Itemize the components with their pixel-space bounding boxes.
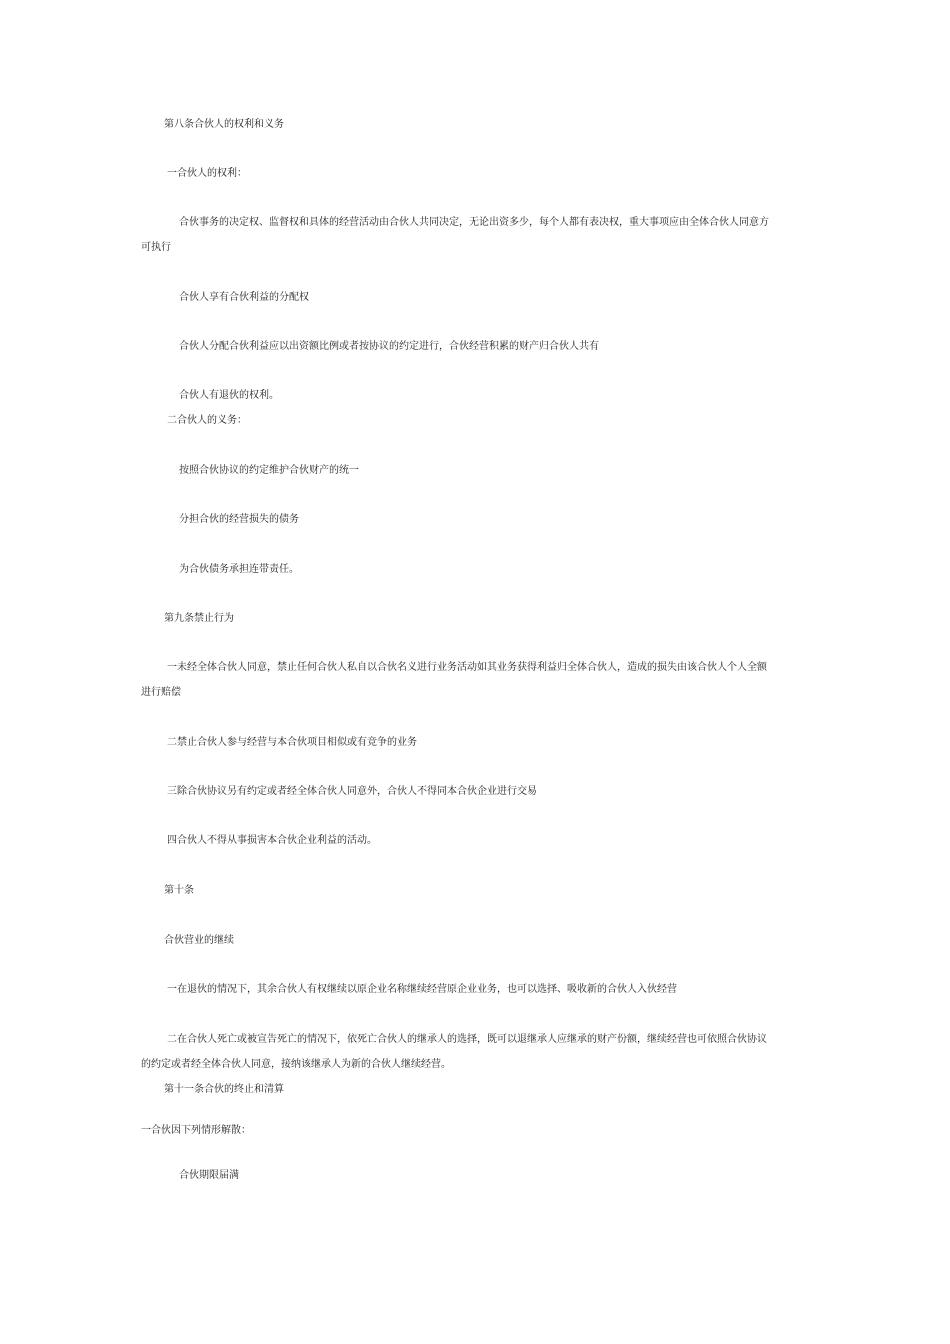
dissolution-heading: 一合伙因下列情形解散： (141, 1125, 251, 1136)
duties-item-2: 分担合伙的经营损失的债务 (179, 514, 299, 525)
article-11-title: 第十一条合伙的终止和清算 (164, 1084, 284, 1095)
duties-item-1: 按照合伙协议的约定维护合伙财产的统一 (179, 465, 359, 476)
dissolution-item-1: 合伙期限届满 (179, 1170, 239, 1181)
article-10-title: 第十条 (164, 885, 194, 896)
duties-item-3: 为合伙债务承担连带责任。 (179, 564, 299, 575)
continuation-1: 一在退伙的情况下，其余合伙人有权继续以原企业名称继续经营原企业业务，也可以选择、吸收新的合伙人入伙经营 (167, 984, 677, 995)
rights-heading: 一合伙人的权利： (167, 168, 247, 179)
rights-item-4: 合伙人有退伙的权利。 (179, 390, 279, 401)
article-8-title: 第八条合伙人的权利和义务 (164, 119, 284, 130)
rights-item-1-continued: 可执行 (141, 242, 171, 253)
continuation-2-continued: 的约定或者经全体合伙人同意，接纳该继承人为新的合伙人继续经营。 (141, 1059, 451, 1070)
rights-item-1: 合伙事务的决定权、监督权和具体的经营活动由合伙人共同决定，无论出资多少，每个人都有表决权，重大事项应由全体合伙人同意方 (179, 217, 769, 228)
continuation-2: 二在合伙人死亡或被宣告死亡的情况下，依死亡合伙人的继承人的选择，既可以退继承人应继承的财产份额，继续经营也可依照合伙协议 (167, 1034, 767, 1045)
article-10-subtitle: 合伙营业的继续 (164, 935, 234, 946)
rights-item-3: 合伙人分配合伙利益应以出资额比例或者按协议的约定进行，合伙经营积累的财产归合伙人共有 (179, 341, 599, 352)
prohibition-4: 四合伙人不得从事损害本合伙企业利益的活动。 (167, 835, 377, 846)
prohibition-2: 二禁止合伙人参与经营与本合伙项目相似或有竞争的业务 (167, 737, 417, 748)
duties-heading: 二合伙人的义务： (167, 415, 247, 426)
prohibition-1: 一未经全体合伙人同意，禁止任何合伙人私自以合伙名义进行业务活动如其业务获得利益归全体合伙人，造成的损失由该合伙人个人全额 (167, 662, 767, 673)
prohibition-3: 三除合伙协议另有约定或者经全体合伙人同意外，合伙人不得同本合伙企业进行交易 (167, 786, 537, 797)
rights-item-2: 合伙人享有合伙利益的分配权 (179, 292, 309, 303)
article-9-title: 第九条禁止行为 (164, 613, 234, 624)
prohibition-1-continued: 进行赔偿 (141, 687, 181, 698)
